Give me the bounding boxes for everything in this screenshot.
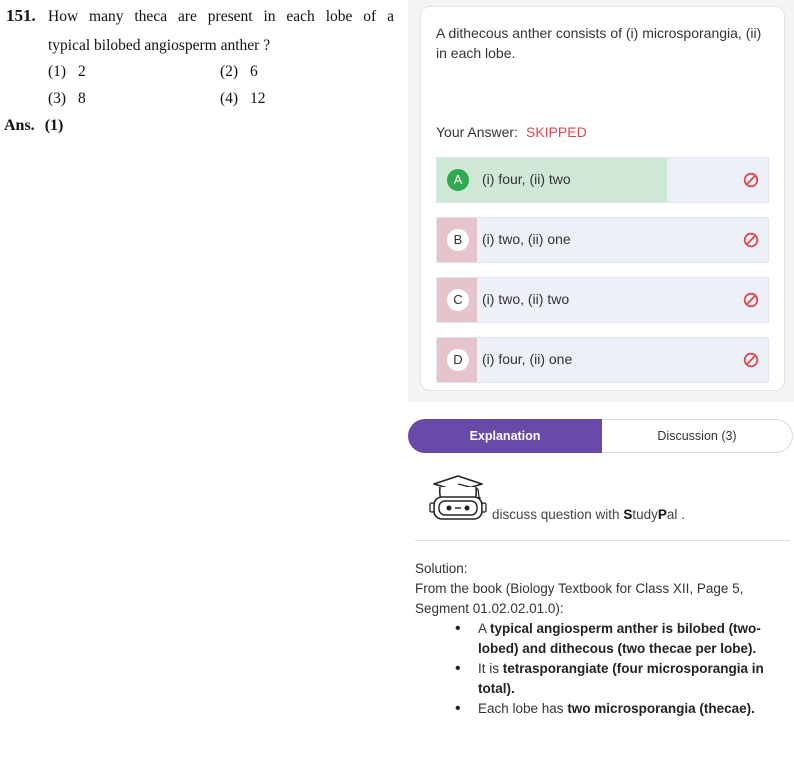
choice-b[interactable] xyxy=(436,217,769,263)
solution-title: Solution: xyxy=(415,561,468,576)
explanation-tabs xyxy=(408,419,794,453)
choice-a[interactable] xyxy=(436,157,769,203)
answer-status-badge: SKIPPED xyxy=(525,124,587,140)
block-icon xyxy=(743,352,759,368)
choice-text: (i) four, (ii) one xyxy=(482,351,573,367)
question-number: 151. xyxy=(6,6,36,25)
question-text-line-1: How many theca are present in each lobe of a xyxy=(48,8,394,25)
list-item: • It is tetrasporangiate (four microsporangia in total). xyxy=(415,659,793,699)
choice-letter: D xyxy=(447,349,469,371)
choice-text: (i) two, (ii) two xyxy=(482,291,570,307)
choice-text: (i) two, (ii) one xyxy=(482,231,571,247)
solution-intro: From the book (Biology Textbook for Class XII, Page 5, Segment 01.02.02.01.0): xyxy=(415,581,744,616)
question-text-line-2: typical bilobed angiosperm anther ? xyxy=(48,37,271,54)
question-option-3: (3) 8 xyxy=(48,90,86,107)
question-stem: A dithecous anther consists of (i) microsporangia, (ii) in each lobe. xyxy=(436,25,762,61)
question-option-1: (1) 2 xyxy=(48,63,86,80)
choice-c[interactable] xyxy=(436,277,769,323)
question-option-2: (2) 6 xyxy=(220,63,258,80)
choice-letter: C xyxy=(447,289,469,311)
divider xyxy=(415,540,790,541)
list-item: • A typical angiosperm anther is bilobed (two-lobed) and dithecous (two thecae per lobe). xyxy=(415,619,793,659)
block-icon xyxy=(743,172,759,188)
question-card xyxy=(420,6,785,391)
tab-explanation[interactable]: Explanation xyxy=(408,419,602,453)
studypal-robot-icon[interactable] xyxy=(428,475,488,521)
choice-text: (i) four, (ii) two xyxy=(482,171,571,187)
question-option-4: (4) 12 xyxy=(220,90,266,107)
solution-bullets xyxy=(415,619,793,719)
list-item: • Each lobe has two microsporangia (thecae). xyxy=(415,699,793,719)
solution-section xyxy=(415,559,793,719)
answer-key: Ans. (1) xyxy=(4,117,64,134)
tab-discussion[interactable]: Discussion (3) xyxy=(602,419,793,453)
block-icon xyxy=(743,232,759,248)
block-icon xyxy=(743,292,759,308)
choice-letter: B xyxy=(447,229,469,251)
studypal-prompt[interactable]: discuss question with StudyPal . xyxy=(492,507,685,522)
your-answer: Your Answer: SKIPPED xyxy=(436,124,587,140)
choice-d[interactable] xyxy=(436,337,769,383)
question-card-area xyxy=(408,0,794,402)
textbook-question xyxy=(0,0,405,150)
choice-letter: A xyxy=(447,169,469,191)
